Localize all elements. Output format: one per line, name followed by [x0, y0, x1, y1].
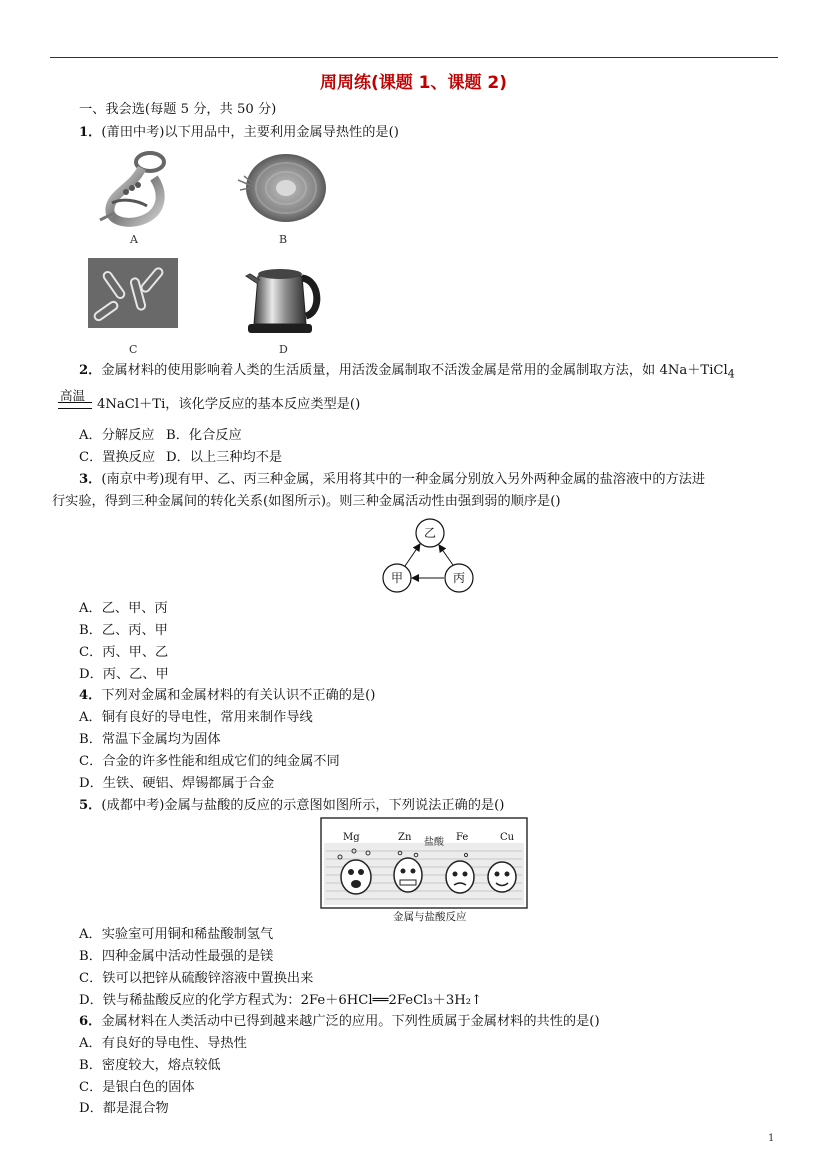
label-zn: Zn	[398, 832, 412, 843]
option-d: D．铁与稀盐酸反应的化学方程式为：2Fe＋6HCl══2FeCl₃＋3H₂↑	[79, 993, 483, 1008]
option-label-b: B	[279, 233, 288, 246]
option-c: C．合金的许多性能和组成它们的纯金属不同	[79, 754, 340, 769]
question-text: 下列对金属和金属材料的有关认识不正确的是()	[101, 688, 376, 703]
option-b: B．四种金属中活动性最强的是镁	[79, 949, 274, 964]
tuba-image	[92, 148, 178, 230]
cu-character	[488, 862, 516, 892]
option-label-a: A	[130, 233, 138, 246]
option-b: B．乙、丙、甲	[79, 623, 168, 638]
reaction-equals-sign	[58, 402, 92, 409]
node-label-bing: 丙	[453, 571, 466, 585]
paper-clips-image	[88, 258, 178, 328]
question-number: 2．	[79, 363, 102, 378]
subscript: 4	[727, 367, 735, 381]
label-cu: Cu	[500, 832, 515, 843]
arrow-bing-to-yi	[439, 545, 453, 565]
label-mg: Mg	[343, 832, 360, 843]
question-5	[79, 797, 504, 815]
question-text: 金属材料在人类活动中已得到越来越广泛的应用。下列性质属于金属材料的共性的是()	[101, 1014, 600, 1029]
question-text: 金属材料的使用影响着人类的生活质量，用活泼金属制取不活泼金属是常用的金属制取方法，如 4Na＋TiCl	[101, 363, 728, 378]
question-text: (成都中考)金属与盐酸的反应的示意图如图所示，下列说法正确的是()	[101, 798, 505, 813]
question-number: 4．	[79, 688, 102, 703]
figure-caption: 金属与盐酸反应	[393, 911, 467, 923]
node-label-yi: 乙	[424, 526, 437, 540]
question-2	[79, 362, 735, 384]
arrow-jia-to-yi	[405, 544, 420, 566]
option-d: D．以上三种均不是	[166, 450, 283, 465]
question-3-continued: 行实验，得到三种金属间的转化关系(如图所示)。则三种金属活动性由强到弱的顺序是()	[52, 494, 561, 509]
option-b: B．化合反应	[166, 428, 242, 443]
option-c: C．是银白色的固体	[79, 1080, 195, 1095]
question-4	[79, 687, 375, 705]
question-3	[79, 471, 705, 489]
option-label-c: C	[129, 343, 138, 356]
option-d: D．生铁、硬铝、焊锡都属于合金	[79, 776, 275, 791]
label-acid: 盐酸	[424, 837, 444, 848]
option-b: B．常温下金属均为固体	[79, 732, 221, 747]
kettle-image	[244, 254, 324, 336]
option-a: A．有良好的导电性、导热性	[79, 1036, 247, 1051]
page-number: 1	[768, 1133, 775, 1144]
question-number: 1．	[79, 125, 102, 140]
option-a: A．乙、甲、丙	[79, 601, 168, 616]
node-label-jia: 甲	[391, 571, 404, 585]
option-b: B．密度较大，熔点较低	[79, 1058, 221, 1073]
question-text: (莆田中考)以下用品中，主要利用金属导热性的是()	[101, 125, 399, 140]
option-c: C．丙、甲、乙	[79, 645, 169, 660]
question-2-continued: 4NaCl＋Ti，该化学反应的基本反应类型是()	[97, 397, 361, 412]
option-d: D．丙、乙、甲	[79, 667, 169, 682]
section-heading: 一、我会选(每题 5 分，共 50 分)	[79, 102, 277, 117]
wire-coil-image	[234, 150, 330, 226]
header-rule	[50, 57, 778, 58]
option-a: A．铜有良好的导电性，常用来制作导线	[79, 710, 313, 725]
label-fe: Fe	[456, 832, 469, 843]
reaction-condition: 高温	[60, 388, 86, 403]
question-number: 5．	[79, 798, 102, 813]
question-text: (南京中考)现有甲、乙、丙三种金属，采用将其中的一种金属分别放入另外两种金属的盐溶液中的方法进	[101, 472, 706, 487]
question-number: 3．	[79, 472, 102, 487]
option-a: A．分解反应	[79, 428, 155, 443]
question-6	[79, 1013, 600, 1031]
option-a: A．实验室可用铜和稀盐酸制氢气	[79, 927, 274, 942]
page-title: 周周练(课题 1、课题 2)	[319, 73, 508, 93]
option-c: C．铁可以把锌从硫酸锌溶液中置换出来	[79, 971, 314, 986]
option-d: D．都是混合物	[79, 1101, 169, 1116]
question-1	[79, 124, 399, 142]
question-number: 6．	[79, 1014, 102, 1029]
option-label-d: D	[279, 343, 288, 356]
option-c: C．置换反应	[79, 450, 156, 465]
